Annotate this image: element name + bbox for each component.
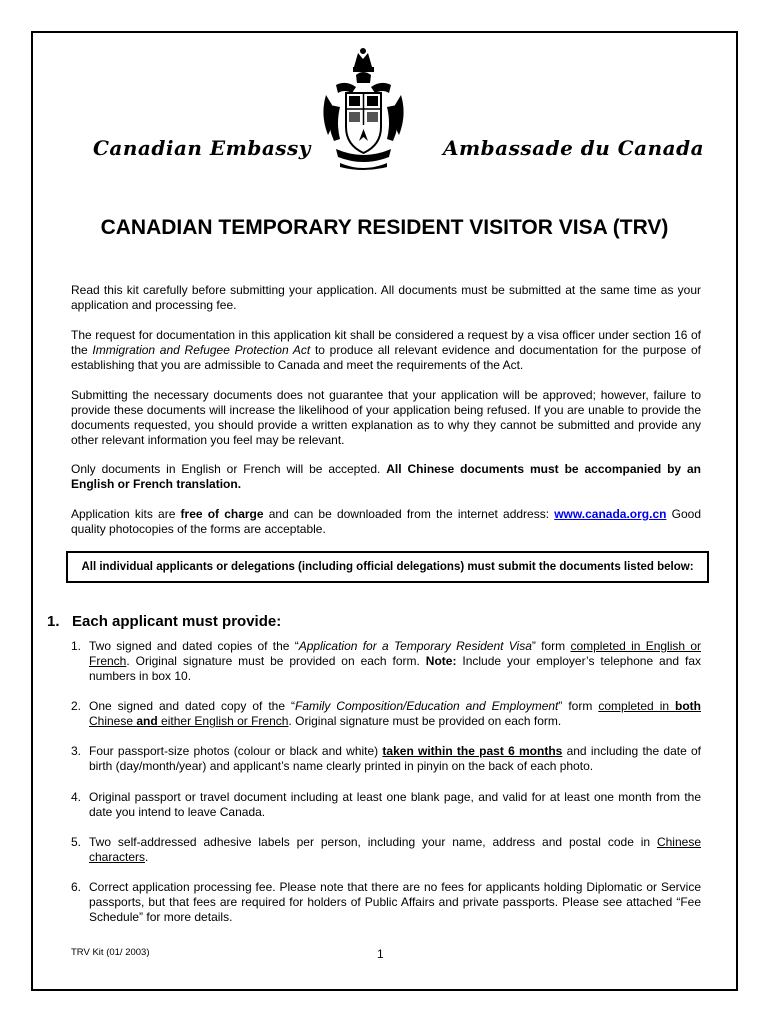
canada-coat-of-arms-icon xyxy=(316,45,411,173)
notice-box xyxy=(66,551,709,583)
intro-paragraph-5: Application kits are free of charge and can be downloaded from the internet address: www.canada.org.cn Good quality photocopies of the forms are acceptable. xyxy=(71,507,701,536)
document-page xyxy=(31,31,738,991)
notice-text: All individual applicants or delegations (including official delegations) must submit the documents listed below: xyxy=(81,561,694,573)
embassy-name-english: Canadian Embassy xyxy=(93,136,311,160)
embassy-name-french: Ambassade du Canada xyxy=(443,136,705,160)
list-item: 2. One signed and dated copy of the “Family Composition/Education and Employment” form completed in both Chinese and either English or French. Original signature must be provided on each form. xyxy=(71,699,702,728)
list-item: 4. Original passport or travel document including at least one blank page, and valid for at least one month from the date you intend to leave Canada. xyxy=(71,790,701,819)
list-item: 5. Two self-addressed adhesive labels per person, including your name, address and postal code in Chinese characters. xyxy=(71,835,701,864)
page-number: 1 xyxy=(377,947,384,961)
intro-paragraph-3: Submitting the necessary documents does not guarantee that your application will be approved; however, failure to provide these documents will increase the likelihood of your application being refused. If you are unable to provide the documents requested, you should provide a written explanation as to why they cannot be submitted and provide any other relevant information you feel may be relevant. xyxy=(71,388,701,447)
page-title: CANADIAN TEMPORARY RESIDENT VISITOR VISA (TRV) xyxy=(100,216,669,239)
document-reference: TRV Kit (01/ 2003) xyxy=(71,947,150,958)
intro-paragraph-4: Only documents in English or French will be accepted. All Chinese documents must be accompanied by an English or French translation. xyxy=(71,462,701,491)
list-item: 3. Four passport-size photos (colour or black and white) taken within the past 6 months and including the date of birth (day/month/year) and applicant’s name clearly printed in pinyin on the back of each photo. xyxy=(71,744,702,773)
section-title: 1. Each applicant must provide: xyxy=(47,613,282,630)
list-item: 6. Correct application processing fee. Please note that there are no fees for applicants holding Diplomatic or Service passports, but that fees are required for holders of Public Affairs and private passports. Please see attached “Fee Schedule” for more details. xyxy=(71,880,701,924)
list-item: 1. Two signed and dated copies of the “Application for a Temporary Resident Visa” form completed in English or French. Original signature must be provided on each form. Note: Include your employer’s telephone and fax numbers in box 10. xyxy=(71,639,702,683)
intro-paragraph-1: Read this kit carefully before submitting your application. All documents must be submitted at the same time as your application and processing fee. xyxy=(71,283,701,312)
intro-paragraph-2: The request for documentation in this application kit shall be considered a request by a visa officer under section 16 of the Immigration and Refugee Protection Act to produce all relevant evidence and documentation for the purpose of establishing that you are admissible to Canada and meet the requirements of the Act. xyxy=(71,328,701,372)
canada-website-link[interactable]: www.canada.org.cn xyxy=(554,507,667,521)
